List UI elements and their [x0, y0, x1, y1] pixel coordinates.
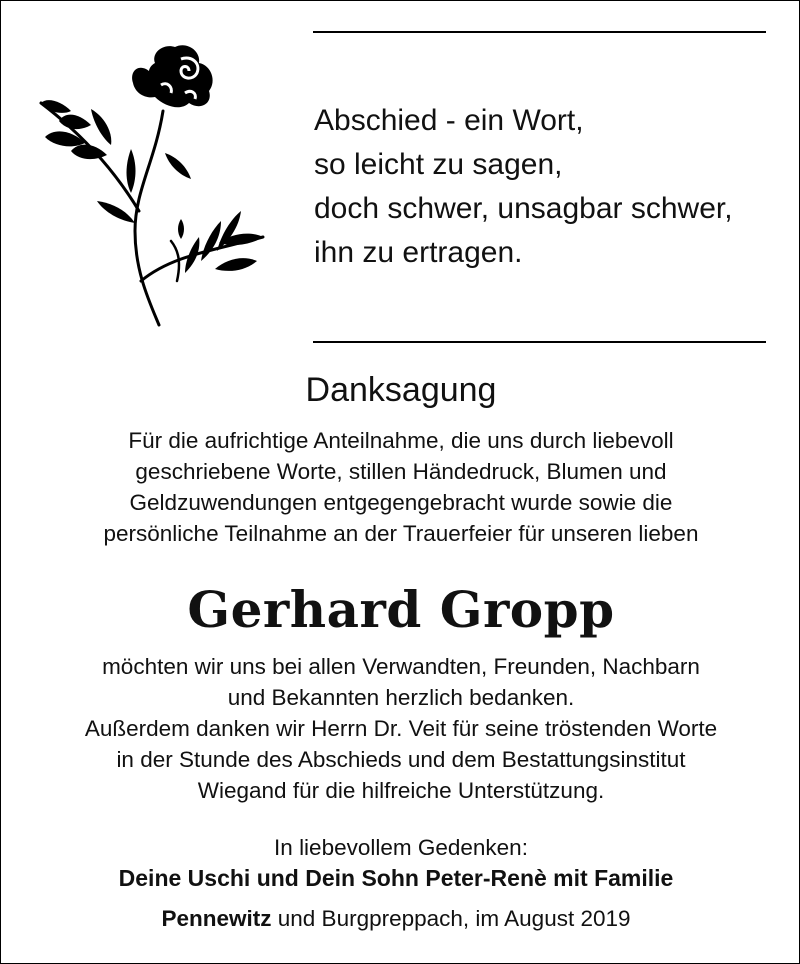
intro-line: geschriebene Worte, stillen Händedruck, Blumen und — [135, 459, 667, 484]
thanks-line: Wiegand für die hilfreiche Unterstützung. — [197, 778, 605, 803]
verse-line: Abschied - ein Wort, — [314, 104, 584, 137]
thanks-line: Außerdem danken wir Herrn Dr. Veit für seine tröstenden Worte — [84, 716, 718, 741]
thanks-paragraph — [1, 651, 800, 806]
intro-line: Geldzuwendungen entgegengebracht wurde sowie die — [129, 490, 673, 515]
place-and-date — [1, 904, 791, 934]
closing-line: In liebevollem Gedenken: — [274, 835, 528, 860]
place-rest: und Burgpreppach, im August 2019 — [277, 906, 631, 931]
rose-icon — [31, 41, 291, 331]
deceased-name: Gerhard Gropp — [187, 580, 615, 639]
family-signature: Deine Uschi und Dein Sohn Peter-Renè mit Familie — [118, 865, 674, 891]
top-rule — [313, 31, 766, 33]
intro-line: Für die aufrichtige Anteilnahme, die uns durch liebevoll — [128, 428, 674, 453]
thanks-line: in der Stunde des Abschieds und dem Bestattungsinstitut — [116, 747, 686, 772]
bottom-rule — [313, 341, 766, 343]
verse-line: so leicht zu sagen, — [314, 148, 563, 181]
verse — [314, 99, 733, 275]
verse-line: ihn zu ertragen. — [314, 236, 523, 269]
page-title: Danksagung — [305, 371, 497, 409]
intro-line: persönliche Teilnahme an der Trauerfeier für unseren lieben — [103, 521, 699, 546]
thanks-line: möchten wir uns bei allen Verwandten, Freunden, Nachbarn — [102, 654, 700, 679]
thanks-line: und Bekannten herzlich bedanken. — [227, 685, 575, 710]
place-town: Pennewitz — [161, 906, 272, 931]
intro-paragraph — [1, 425, 800, 549]
verse-line: doch schwer, unsagbar schwer, — [314, 192, 733, 225]
